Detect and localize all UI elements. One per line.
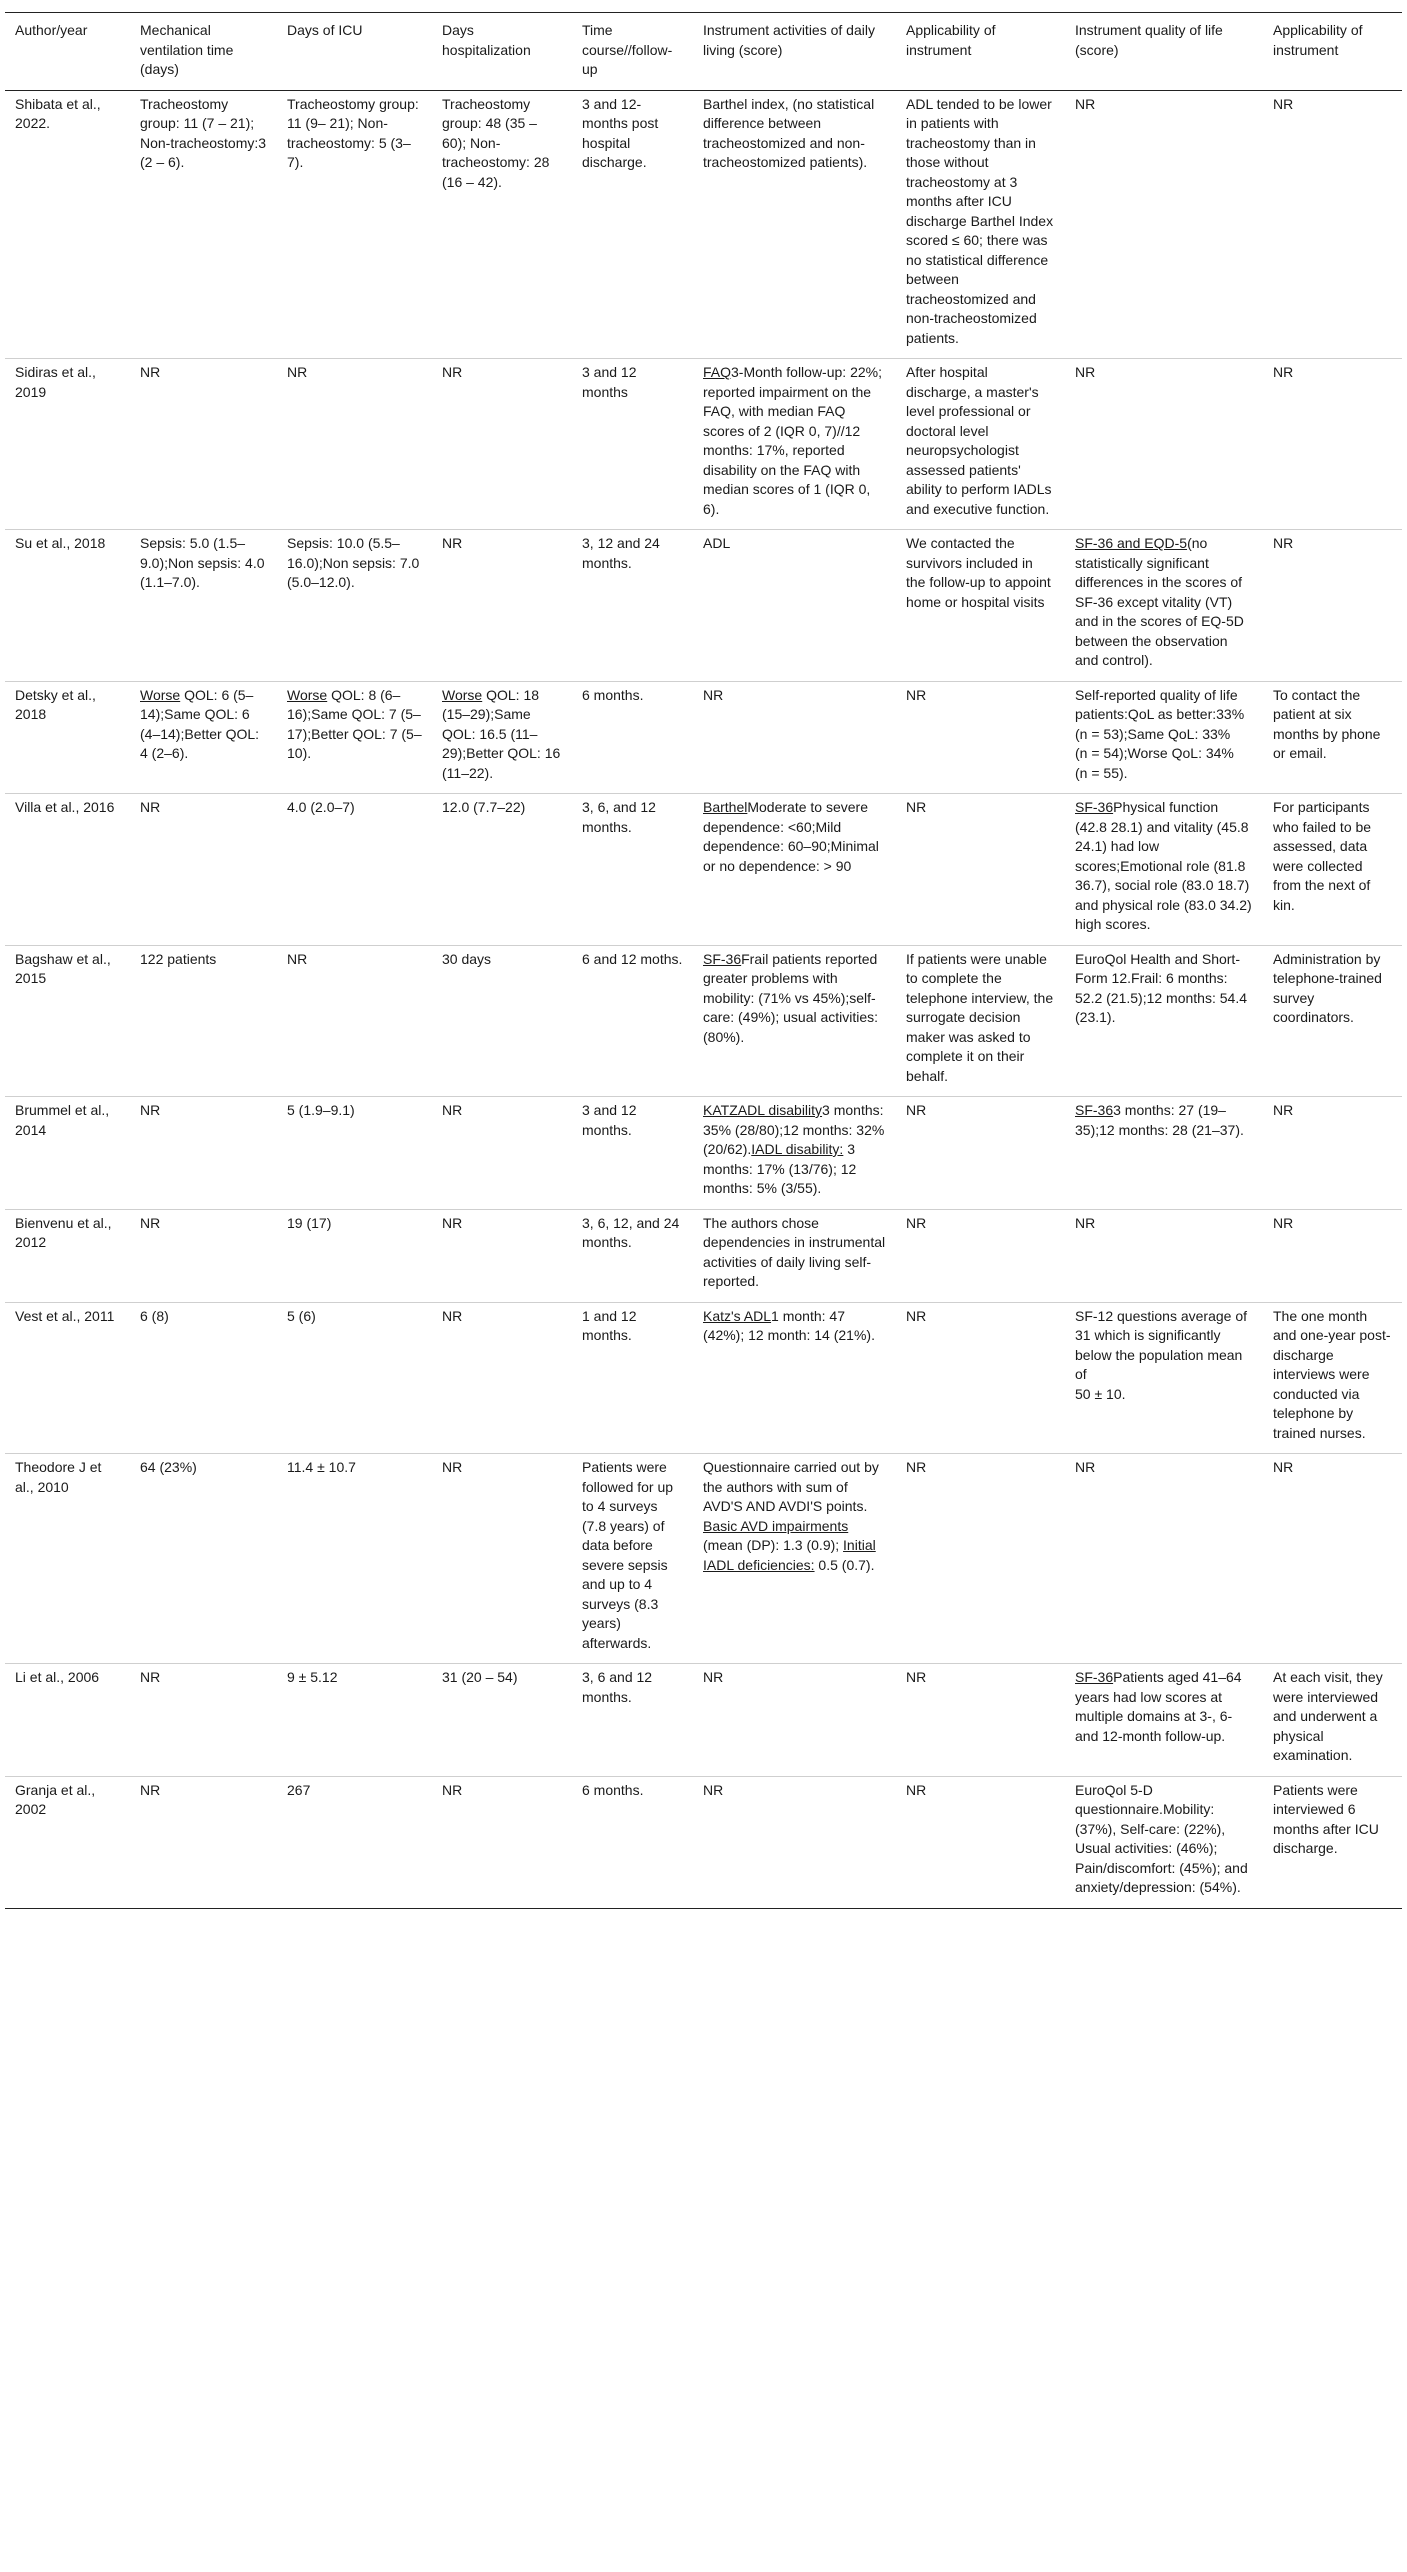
cell-adl-instrument: Barthel index, (no statistical difference between tracheostomized and non-tracheostomized patients). bbox=[693, 90, 896, 359]
cell-adl-applicability: ADL tended to be lower in patients with tracheostomy than in those without tracheostomy at 3 months after ICU discharge Barthel Index scored ≤ 60; there was no statistical difference between tracheostomized and non-tracheostomized patients. bbox=[896, 90, 1065, 359]
cell-adl-applicability: NR bbox=[896, 794, 1065, 946]
cell-days-icu: 19 (17) bbox=[277, 1209, 432, 1302]
cell-adl-applicability: NR bbox=[896, 1776, 1065, 1908]
cell-days-icu: 4.0 (2.0–7) bbox=[277, 794, 432, 946]
table-row bbox=[5, 1302, 1402, 1454]
cell-qol-instrument: NR bbox=[1065, 90, 1263, 359]
cell-adl-instrument: NR bbox=[693, 1664, 896, 1777]
cell-days-hospitalization: NR bbox=[432, 1302, 572, 1454]
cell-mechanical-ventilation: Tracheostomy group: 11 (7 – 21); Non-tracheostomy:3 (2 – 6). bbox=[130, 90, 277, 359]
cell-author: Theodore J et al., 2010 bbox=[5, 1454, 130, 1664]
cell-author: Sidiras et al., 2019 bbox=[5, 359, 130, 530]
instrument-result-secondary: (mean (DP): 1.3 (0.9); bbox=[703, 1537, 844, 1553]
instrument-name: SF-36 bbox=[1075, 1669, 1114, 1685]
table-header bbox=[5, 13, 1402, 91]
instrument-result: 3 months: 35% (28/80);12 months: 32% (20/62). bbox=[703, 1102, 885, 1157]
cell-qol-applicability: Administration by telephone-trained survey coordinators. bbox=[1263, 945, 1402, 1097]
cell-time-course: Patients were followed for up to 4 surveys (7.8 years) of data before severe sepsis and up to 4 surveys (8.3 years) afterwards. bbox=[572, 1454, 693, 1664]
instrument-result: Patients aged 41–64 years had low scores at multiple domains at 3-, 6- and 12-month follow-up. bbox=[1075, 1669, 1242, 1744]
cell-days-hospitalization: NR bbox=[432, 1454, 572, 1664]
cell-days-icu: 267 bbox=[277, 1776, 432, 1908]
cell-adl-applicability: NR bbox=[896, 1097, 1065, 1210]
cell-author: Bagshaw et al., 2015 bbox=[5, 945, 130, 1097]
cell-days-icu: NR bbox=[277, 359, 432, 530]
table-row bbox=[5, 1454, 1402, 1664]
cell-qol-applicability: NR bbox=[1263, 90, 1402, 359]
cell-qol-applicability: For participants who failed to be assessed, data were collected from the next of kin. bbox=[1263, 794, 1402, 946]
cell-days-icu: Sepsis: 10.0 (5.5–16.0);Non sepsis: 7.0 (5.0–12.0). bbox=[277, 530, 432, 682]
instrument-result: 3-Month follow-up: 22%; reported impairment on the FAQ, with median FAQ scores of 2 (IQR 0, 7)//12 months: 17%, reported disability on the FAQ with median scores of 1 (IQR 0, 6). bbox=[703, 364, 882, 517]
cell-qol-applicability: At each visit, they were interviewed and underwent a physical examination. bbox=[1263, 1664, 1402, 1777]
cell-mechanical-ventilation: Sepsis: 5.0 (1.5–9.0);Non sepsis: 4.0 (1.1–7.0). bbox=[130, 530, 277, 682]
cell-days-icu: 9 ± 5.12 bbox=[277, 1664, 432, 1777]
cell-adl-applicability: NR bbox=[896, 1454, 1065, 1664]
cell-adl-applicability: If patients were unable to complete the telephone interview, the surrogate decision maker was asked to complete it on their behalf. bbox=[896, 945, 1065, 1097]
cell-author: Li et al., 2006 bbox=[5, 1664, 130, 1777]
table-row bbox=[5, 1097, 1402, 1210]
instrument-name: Barthel bbox=[703, 799, 748, 815]
cell-days-hospitalization: NR bbox=[432, 530, 572, 682]
instrument-name-tertiary: Initial IADL deficiencies: bbox=[703, 1537, 876, 1573]
qol-group-label: Worse bbox=[287, 686, 328, 703]
cell-days-hospitalization: 12.0 (7.7–22) bbox=[432, 794, 572, 946]
instrument-result-secondary: 3 months: 17% (13/76); 12 months: 5% (3/55). bbox=[703, 1141, 857, 1196]
cell-time-course: 3, 6 and 12 months. bbox=[572, 1664, 693, 1777]
cell-days-hospitalization: 30 days bbox=[432, 945, 572, 1097]
cell-days-hospitalization: Tracheostomy group: 48 (35 – 60); Non-tracheostomy: 28 (16 – 42). bbox=[432, 90, 572, 359]
instrument-name: Katz's ADL bbox=[703, 1307, 772, 1324]
instrument-name: SF-36 bbox=[703, 950, 742, 967]
cell-qol-instrument bbox=[1065, 794, 1263, 946]
cell-mechanical-ventilation: NR bbox=[130, 359, 277, 530]
cell-mechanical-ventilation: NR bbox=[130, 1209, 277, 1302]
header-days-hospitalization: Days hospitalization bbox=[432, 13, 572, 91]
instrument-name: SF-36 bbox=[1075, 799, 1114, 815]
cell-adl-instrument: ADL bbox=[693, 530, 896, 682]
cell-adl-instrument bbox=[693, 1302, 896, 1454]
header-qol-instrument: Instrument quality of life (score) bbox=[1065, 13, 1263, 91]
cell-time-course: 3 and 12 months bbox=[572, 359, 693, 530]
cell-qol-instrument: NR bbox=[1065, 1454, 1263, 1664]
cell-time-course: 3 and 12-months post hospital discharge. bbox=[572, 90, 693, 359]
cell-mechanical-ventilation: NR bbox=[130, 1664, 277, 1777]
table-row bbox=[5, 681, 1402, 794]
cell-days-hospitalization: NR bbox=[432, 1776, 572, 1908]
cell-qol-instrument: NR bbox=[1065, 1209, 1263, 1302]
cell-mechanical-ventilation: 64 (23%) bbox=[130, 1454, 277, 1664]
cell-value: QOL: 18 (15–29);Same QOL: 16.5 (11–29);Better QOL: 16 (11–22). bbox=[442, 686, 561, 781]
table-row bbox=[5, 359, 1402, 530]
cell-qol-applicability: NR bbox=[1263, 530, 1402, 682]
cell-adl-instrument bbox=[693, 1454, 896, 1664]
instrument-result: Moderate to severe dependence: <60;Mild dependence: 60–90;Minimal or no dependence: > 90 bbox=[703, 799, 879, 874]
cell-mechanical-ventilation: 122 patients bbox=[130, 945, 277, 1097]
instrument-result: 1 month: 47 (42%); 12 month: 14 (21%). bbox=[703, 1307, 875, 1343]
table-row bbox=[5, 945, 1402, 1097]
cell-qol-instrument bbox=[1065, 1664, 1263, 1777]
cell-adl-applicability: We contacted the survivors included in the follow-up to appoint home or hospital visits bbox=[896, 530, 1065, 682]
cell-adl-instrument: NR bbox=[693, 681, 896, 794]
cell-time-course: 1 and 12 months. bbox=[572, 1302, 693, 1454]
cell-adl-instrument bbox=[693, 1097, 896, 1210]
instrument-name-secondary: Basic AVD impairments bbox=[703, 1517, 849, 1534]
table-row bbox=[5, 530, 1402, 682]
qol-group-label: Worse bbox=[140, 686, 181, 703]
cell-value: QOL: 6 (5–14);Same QOL: 6 (4–14);Better QOL: 4 (2–6). bbox=[140, 686, 260, 761]
instrument-name: FAQ bbox=[703, 364, 732, 380]
table-row bbox=[5, 1209, 1402, 1302]
cell-qol-instrument: EuroQol Health and Short-Form 12.Frail: 6 months: 52.2 (21.5);12 months: 54.4 (23.1). bbox=[1065, 945, 1263, 1097]
cell-qol-applicability: NR bbox=[1263, 1097, 1402, 1210]
cell-author: Vest et al., 2011 bbox=[5, 1302, 130, 1454]
header-author-year: Author/year bbox=[5, 13, 130, 91]
cell-qol-applicability: The one month and one-year post-discharge interviews were conducted via telephone by trained nurses. bbox=[1263, 1302, 1402, 1454]
table-row bbox=[5, 1664, 1402, 1777]
header-adl-instrument: Instrument activities of daily living (score) bbox=[693, 13, 896, 91]
cell-adl-instrument: NR bbox=[693, 1776, 896, 1908]
cell-author: Detsky et al., 2018 bbox=[5, 681, 130, 794]
cell-adl-applicability: NR bbox=[896, 1664, 1065, 1777]
cell-adl-applicability: NR bbox=[896, 1302, 1065, 1454]
cell-author: Villa et al., 2016 bbox=[5, 794, 130, 946]
cell-qol-applicability: NR bbox=[1263, 359, 1402, 530]
cell-author: Bienvenu et al., 2012 bbox=[5, 1209, 130, 1302]
cell-days-icu bbox=[277, 681, 432, 794]
cell-days-icu: 11.4 ± 10.7 bbox=[277, 1454, 432, 1664]
cell-time-course: 3 and 12 months. bbox=[572, 1097, 693, 1210]
cell-days-icu: 5 (6) bbox=[277, 1302, 432, 1454]
cell-qol-instrument: Self-reported quality of life patients:QoL as better:33% (n = 53);Same QoL: 33% (n = 54);Worse QoL: 34% (n = 55). bbox=[1065, 681, 1263, 794]
cell-qol-instrument bbox=[1065, 1097, 1263, 1210]
cell-days-hospitalization: NR bbox=[432, 359, 572, 530]
instrument-result: 3 months: 27 (19–35);12 months: 28 (21–37). bbox=[1075, 1102, 1244, 1138]
cell-days-icu: NR bbox=[277, 945, 432, 1097]
cell-time-course: 3, 6, 12, and 24 months. bbox=[572, 1209, 693, 1302]
instrument-name: SF-36 bbox=[1075, 1102, 1114, 1118]
header-days-icu: Days of ICU bbox=[277, 13, 432, 91]
instrument-result: Frail patients reported greater problems with mobility: (71% vs 45%);self-care: (49%); usual activities: (80%). bbox=[703, 950, 879, 1045]
cell-qol-instrument: EuroQol 5-D questionnaire.Mobility: (37%), Self-care: (22%), Usual activities: (46%); Pain/discomfort: (45%); and anxiety/depression: (54%). bbox=[1065, 1776, 1263, 1908]
instrument-name-secondary: IADL disability: bbox=[751, 1141, 844, 1157]
cell-adl-instrument bbox=[693, 794, 896, 946]
cell-adl-applicability: After hospital discharge, a master's level professional or doctoral level neuropsychologist assessed patients' ability to perform IADLs and executive function. bbox=[896, 359, 1065, 530]
cell-mechanical-ventilation: NR bbox=[130, 1776, 277, 1908]
cell-time-course: 6 months. bbox=[572, 1776, 693, 1908]
cell-qol-instrument: SF-12 questions average of 31 which is significantly below the population mean of 50 ± 10. bbox=[1065, 1302, 1263, 1454]
cell-qol-applicability: NR bbox=[1263, 1454, 1402, 1664]
instrument-result: (no statistically significant differences in the scores of SF-36 except vitality (VT) and in the scores of EQ-5D between the observation and control). bbox=[1075, 535, 1244, 668]
cell-author: Shibata et al., 2022. bbox=[5, 90, 130, 359]
cell-days-hospitalization: NR bbox=[432, 1097, 572, 1210]
cell-qol-instrument bbox=[1065, 530, 1263, 682]
cell-time-course: 6 months. bbox=[572, 681, 693, 794]
cell-time-course: 6 and 12 moths. bbox=[572, 945, 693, 1097]
table-row bbox=[5, 794, 1402, 946]
cell-adl-instrument bbox=[693, 945, 896, 1097]
table-row bbox=[5, 90, 1402, 359]
cell-days-hospitalization bbox=[432, 681, 572, 794]
cell-adl-applicability: NR bbox=[896, 1209, 1065, 1302]
qol-group-label: Worse bbox=[442, 686, 483, 703]
cell-mechanical-ventilation bbox=[130, 681, 277, 794]
header-mechanical-ventilation: Mechanical ventilation time (days) bbox=[130, 13, 277, 91]
header-qol-applicability: Applicability of instrument bbox=[1263, 13, 1402, 91]
cell-qol-instrument: NR bbox=[1065, 359, 1263, 530]
instrument-name: SF-36 and EQD-5 bbox=[1075, 535, 1188, 551]
table-row bbox=[5, 1776, 1402, 1908]
cell-author: Su et al., 2018 bbox=[5, 530, 130, 682]
cell-mechanical-ventilation: NR bbox=[130, 1097, 277, 1210]
instrument-result-tertiary: 0.5 (0.7). bbox=[814, 1556, 875, 1573]
cell-qol-applicability: To contact the patient at six months by phone or email. bbox=[1263, 681, 1402, 794]
cell-time-course: 3, 6, and 12 months. bbox=[572, 794, 693, 946]
cell-adl-applicability: NR bbox=[896, 681, 1065, 794]
cell-mechanical-ventilation: NR bbox=[130, 794, 277, 946]
cell-author: Granja et al., 2002 bbox=[5, 1776, 130, 1908]
cell-adl-instrument: The authors chose dependencies in instrumental activities of daily living self-reported. bbox=[693, 1209, 896, 1302]
cell-days-icu: 5 (1.9–9.1) bbox=[277, 1097, 432, 1210]
cell-qol-applicability: NR bbox=[1263, 1209, 1402, 1302]
header-adl-applicability: Applicability of instrument bbox=[896, 13, 1065, 91]
header-time-course: Time course//follow-up bbox=[572, 13, 693, 91]
cell-mechanical-ventilation: 6 (8) bbox=[130, 1302, 277, 1454]
cell-days-hospitalization: NR bbox=[432, 1209, 572, 1302]
cell-adl-instrument bbox=[693, 359, 896, 530]
cell-days-icu: Tracheostomy group: 11 (9– 21); Non-tracheostomy: 5 (3–7). bbox=[277, 90, 432, 359]
study-table bbox=[5, 12, 1402, 1909]
cell-time-course: 3, 12 and 24 months. bbox=[572, 530, 693, 682]
cell-days-hospitalization: 31 (20 – 54) bbox=[432, 1664, 572, 1777]
instrument-result: Physical function (42.8 28.1) and vitality (45.8 24.1) had low scores;Emotional role (81.8 36.7), social role (83.0 18.7) and physical role (83.0 34.2) high scores. bbox=[1075, 799, 1252, 932]
cell-author: Brummel et al., 2014 bbox=[5, 1097, 130, 1210]
cell-value: QOL: 8 (6–16);Same QOL: 7 (5–17);Better QOL: 7 (5–10). bbox=[287, 686, 422, 761]
cell-qol-applicability: Patients were interviewed 6 months after ICU discharge. bbox=[1263, 1776, 1402, 1908]
instrument-name: KATZADL disability bbox=[703, 1102, 823, 1118]
instrument-description: Questionnaire carried out by the authors with sum of AVD'S AND AVDI'S points. bbox=[703, 1459, 879, 1514]
